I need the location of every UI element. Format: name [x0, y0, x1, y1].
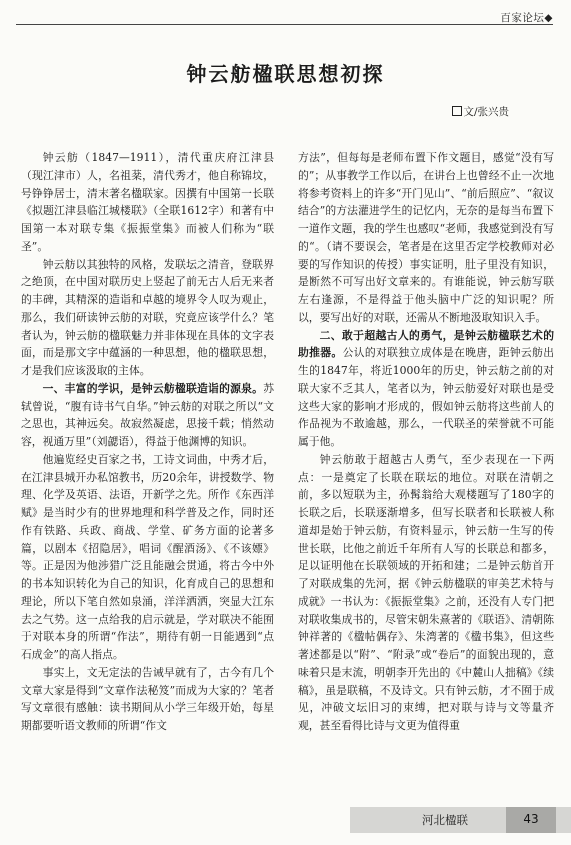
- page-number-box: [506, 807, 556, 833]
- paragraph: 钟云舫以其独特的风格，发联坛之清音，登联界之绝顶，在中国对联历史上竖起了前无古人后无来者的丰碑，其精深的造诣和卓越的境界令人叹为观止，那么，我们研读钟云舫的对联，究竟应该学什么？笔者认为，钟云舫的楹联魅力并非体现在具体的文字表面，而是那文字中蕴涵的一种思想，他的楹联思想，才是我们应该汲取的主体。: [21, 257, 274, 377]
- page-number: 43: [523, 812, 539, 826]
- header-rule: [16, 24, 553, 25]
- left-column: [21, 149, 274, 735]
- paragraph: 事实上，文无定法的告诫早就有了，古今有几个文章大家是得到“文章作法秘笈”而成为大家的？笔者写文章很有感触：读书期间从小学三年级开始，每星期都要听语文教师的所谓“作文: [21, 665, 274, 732]
- paragraph: 方法”，但每每是老师布置下作文题目，感觉“没有写的”；从事教学工作以后，在讲台上也曾经不止一次地将参考资料上的许多“开门见山”、“前后照应”、“叙议结合”的方法灌进学生的记忆内，无奈的是每当布置下一道作文题，我的学生也感叹“老师，我感觉到没有写的“。（请不要误会，笔者是在这里否定学校教师对必要的写作知识的传授）事实证明，肚子里没有知识，是断然不可写出好文章来的。有谁能说，钟云舫写联左右逢源，不是得益于他头脑中广泛的知识呢？所以，要写出好的对联，还需从不断地汲取知识入手。: [298, 151, 554, 324]
- paragraph: 二、敢于超越古人的勇气，是钟云舫楹联艺术的助推器。公认的对联独立成体是在晚唐，距钟云舫出生的1847年，将近1000年的历史，钟云舫之前的对联大家不乏其人，笔者以为，钟云舫爱好对联也是受这些大家的影响才形成的，假如钟云舫将这些前人的作品视为不敢逾越，那么，一代联圣的荣誉就不可能属于他。: [298, 328, 555, 448]
- section-heading: 一、丰富的学识，是钟云舫楹联造诣的源泉。: [42, 381, 264, 395]
- paragraph: 钟云舫（1847—1911），清代重庆府江津县（现江津市）人，名祖棻，清代秀才，他自称锦坟，号铮铮居士，清末著名楹联家。因撰有中国第一长联《拟题江津县临江城楼联》（全联1612字）和著有中国第一本对联专集《振振堂集》而被人们称为“联圣”。: [21, 151, 274, 253]
- paragraph: 一、丰富的学识，是钟云舫楹联造诣的源泉。苏轼曾说，“腹有诗书气自华。”钟云舫的对联之所以“文之思也，其神远矣。故寂然凝虑，思接千载；悄然动容，视通万里”（刘勰语），得益于他渊博的知识。: [21, 381, 274, 448]
- magazine-name: 河北楹联: [422, 813, 468, 827]
- article-title: 钟云舫楹联思想初探: [186, 62, 385, 86]
- paragraph: 钟云舫敢于超越古人勇气，至少表现在一下两点：一是奠定了长联在联坛的地位。对联在清朝之前，多以短联为主，孙髯翁给大观楼题写了180字的长联之后，长联逐渐增多，但写长联者和长联被人称道却是始于钟云舫，有资料显示，钟云舫一生写的传世长联，比他之前近千年所有人写的长联总和都多，足以证明他在长联领域的开拓和建；二是钟云舫首开了对联成集的先河，据《钟云舫楹联的审美艺术特与成就》一书认为：《振振堂集》之前，还没有人专门把对联收集成书的，尽管宋朝朱熹著的《联语》、清朝陈钟祥著的《楹帖偶存》、朱湾著的《楹书集》，但这些著述都是以“附”、“附录”或“卷后”的面貌出现的，意味着只是末流，明朝李开先出的《中麓山人拙稿》《续稿》，虽是联稿，不及诗文。只有钟云舫，才不囿于成见，冲破文坛旧习的束缚，把对联与诗与文等量齐观，甚至看得比诗与文更为值得重: [298, 452, 554, 732]
- section-heading: 二、敢于超越古人的勇气，是钟云舫楹联艺术的助推器。: [298, 328, 554, 360]
- byline: [452, 104, 509, 119]
- right-column: [298, 149, 554, 735]
- square-box-icon: [452, 106, 462, 116]
- author: 文/张兴贵: [463, 106, 509, 118]
- page-footer: [0, 807, 571, 845]
- paragraph: 他遍览经史百家之书，工诗文词曲，中秀才后，在江津县城开办私馆教书，历20余年，讲授数学、物理、化学及英语、法语，开新学之先。所作《东西洋赋》是当时少有的世界地理和科学普及之作，同时还作有铁路、兵政、商战、学堂、矿务方面的论著多篇，以剧本《招隐居》，唱词《醒酒汤》、《不该嫖》等。正是因为他涉猎广泛且能融会贯通，将古今中外的书本知识转化为自己的知识，化育成自己的思想和理论，所以下笔自然如泉涌，洋洋洒洒，突显大江东去之气势。这一点给我的启示就是，学对联决不能囿于对联本身的所谓“作法”，期待有朝一日能遇到“点石成金”的高人指点。: [21, 452, 274, 661]
- section-tag: 百家论坛◆: [500, 12, 553, 24]
